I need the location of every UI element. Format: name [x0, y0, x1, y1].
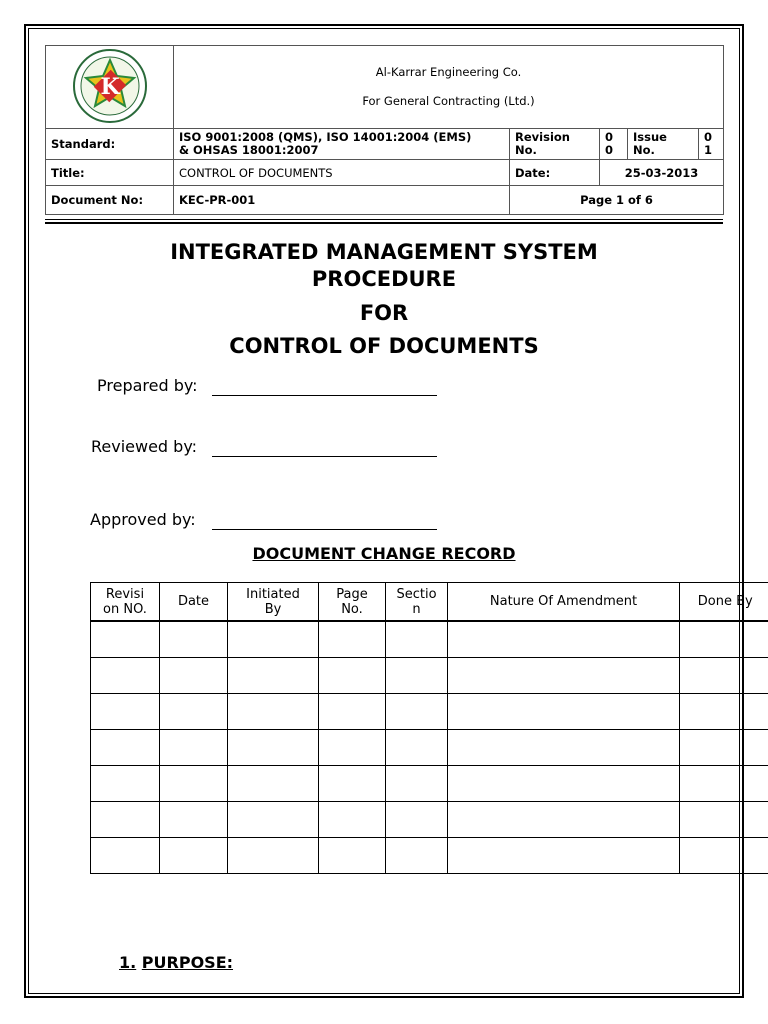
table-cell — [386, 730, 448, 766]
prepared-by-line — [212, 395, 437, 396]
header-divider-thick — [45, 222, 723, 224]
table-cell — [228, 730, 319, 766]
company-name-line1: Al-Karrar Engineering Co. — [375, 65, 522, 79]
table-cell — [160, 802, 228, 838]
document-no-label: Document No: — [46, 186, 174, 215]
table-cell — [228, 621, 319, 658]
change-record-column-header: Done By — [680, 583, 768, 622]
doc-title-line2: PROCEDURE — [311, 267, 457, 291]
company-name-line2: For General Contracting (Ltd.) — [362, 94, 535, 108]
table-cell — [319, 694, 386, 730]
date-label: Date: — [510, 160, 600, 186]
table-cell — [91, 730, 160, 766]
table-cell — [680, 802, 768, 838]
table-cell — [91, 766, 160, 802]
document-header-table — [45, 45, 724, 215]
change-record-column-header: Date — [160, 583, 228, 622]
table-row — [91, 694, 768, 730]
change-record-title: DOCUMENT CHANGE RECORD — [252, 544, 516, 563]
table-cell — [680, 838, 768, 874]
table-cell — [448, 658, 680, 694]
doc-title-line1: INTEGRATED MANAGEMENT SYSTEM — [170, 240, 598, 264]
revision-label: Revision No. — [510, 129, 600, 160]
change-record-column-header: Sectio n — [386, 583, 448, 622]
table-cell — [448, 621, 680, 658]
change-record-header-row — [91, 583, 768, 622]
table-cell — [448, 802, 680, 838]
table-cell — [386, 621, 448, 658]
table-cell — [91, 694, 160, 730]
section-title: PURPOSE: — [141, 953, 234, 972]
table-row — [91, 766, 768, 802]
table-cell — [386, 658, 448, 694]
issue-label: Issue No. — [628, 129, 699, 160]
company-logo-icon — [58, 48, 162, 124]
table-cell — [319, 766, 386, 802]
table-cell — [228, 658, 319, 694]
section-purpose-heading — [119, 953, 233, 972]
standard-value: ISO 9001:2008 (QMS), ISO 14001:2004 (EMS) & OHSAS 18001:2007 — [174, 129, 510, 160]
table-cell — [680, 730, 768, 766]
doc-title-line4: CONTROL OF DOCUMENTS — [229, 334, 539, 358]
company-name — [174, 46, 724, 129]
table-cell — [386, 838, 448, 874]
doc-title-line3: FOR — [359, 301, 409, 325]
table-cell — [680, 621, 768, 658]
table-row — [91, 838, 768, 874]
svg-text:K: K — [99, 73, 120, 100]
title-label: Title: — [46, 160, 174, 186]
table-cell — [319, 838, 386, 874]
table-cell — [386, 766, 448, 802]
table-cell — [160, 658, 228, 694]
table-cell — [160, 730, 228, 766]
date-value: 25-03-2013 — [600, 160, 724, 186]
title-value: CONTROL OF DOCUMENTS — [174, 160, 510, 186]
prepared-by-label: Prepared by: — [97, 376, 198, 395]
table-cell — [448, 838, 680, 874]
table-cell — [319, 802, 386, 838]
table-cell — [448, 730, 680, 766]
table-row — [91, 802, 768, 838]
table-cell — [319, 730, 386, 766]
table-cell — [228, 694, 319, 730]
change-record-column-header: Nature Of Amendment — [448, 583, 680, 622]
table-cell — [160, 838, 228, 874]
table-cell — [319, 621, 386, 658]
table-cell — [680, 658, 768, 694]
approved-by-line — [212, 529, 437, 530]
section-number: 1. — [119, 953, 137, 972]
header-divider-thin — [45, 219, 723, 220]
table-cell — [386, 802, 448, 838]
table-cell — [680, 694, 768, 730]
table-row — [91, 621, 768, 658]
change-record-body — [91, 621, 768, 874]
approved-by-label: Approved by: — [90, 510, 196, 529]
table-cell — [160, 621, 228, 658]
revision-value: 0 0 — [600, 129, 628, 160]
company-logo — [46, 46, 174, 129]
table-cell — [160, 694, 228, 730]
reviewed-by-label: Reviewed by: — [91, 437, 198, 456]
change-record-column-header: Initiated By — [228, 583, 319, 622]
table-cell — [448, 694, 680, 730]
table-cell — [160, 766, 228, 802]
issue-value: 0 1 — [699, 129, 724, 160]
reviewed-by-line — [212, 456, 437, 457]
page-number: Page 1 of 6 — [510, 186, 724, 215]
change-record-table — [90, 582, 768, 874]
table-cell — [91, 621, 160, 658]
table-row — [91, 658, 768, 694]
table-cell — [319, 658, 386, 694]
table-cell — [386, 694, 448, 730]
table-cell — [680, 766, 768, 802]
table-cell — [91, 838, 160, 874]
table-cell — [91, 802, 160, 838]
table-cell — [228, 766, 319, 802]
change-record-column-header: Revisi on NO. — [91, 583, 160, 622]
table-cell — [228, 802, 319, 838]
change-record-column-header: Page No. — [319, 583, 386, 622]
table-row — [91, 730, 768, 766]
table-cell — [91, 658, 160, 694]
standard-label: Standard: — [46, 129, 174, 160]
document-no-value: KEC-PR-001 — [174, 186, 510, 215]
table-cell — [228, 838, 319, 874]
table-cell — [448, 766, 680, 802]
